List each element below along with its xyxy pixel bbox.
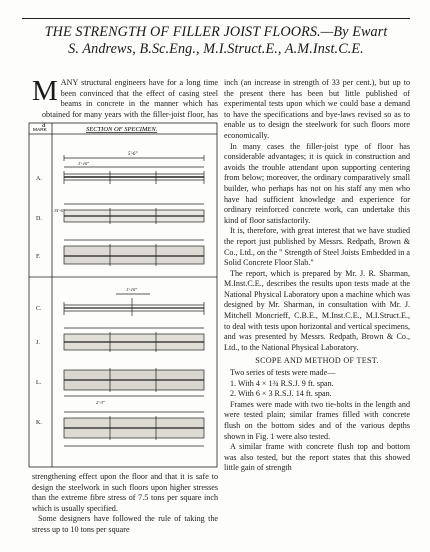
- section-k: [64, 412, 204, 446]
- list-item-2: 2. With 6 × 3 R.S.J. 14 ft. span.: [230, 389, 332, 399]
- figure-header-mark: MARK: [33, 128, 47, 133]
- row-label-j: J.: [36, 340, 40, 346]
- continuation-paragraph-2: Some designers have followed the rule of taking the stress up to 10 tons per square: [32, 514, 218, 534]
- figure-header-section: SECTION OF SPECIMEN.: [86, 126, 158, 133]
- section-c: [64, 294, 204, 316]
- section-a: [64, 155, 204, 184]
- right-paragraph-2: In many cases the filler-joist type of floor has considerable advantages; it is quick in construction and avoids the trouble attendant upon supporting centering from below; moreover, the ordinary comparatively small builder, who perhaps has not on his staff any men who have had sufficient knowledge and experience for ordinary reinforced concrete work, can undertake this kind of floor satisfactorily.: [224, 141, 410, 225]
- section-l: [64, 368, 204, 396]
- dim-span-d: 15'-6": [54, 208, 65, 213]
- row-label-k: K.: [36, 420, 42, 426]
- row-label-c: C.: [36, 306, 42, 312]
- right-paragraph-3: It is, therefore, with great interest that we have studied the report just published by Messrs. Redpath, Brown & Co., Ltd., on the " Strength of Steel Joists Embedded in a Solid Concrete Floor Slab.": [224, 226, 410, 268]
- title-line-1: THE STRENGTH OF FILLER JOIST FLOORS.—By Ewart: [44, 24, 388, 40]
- row-label-a: A.: [36, 176, 42, 182]
- right-paragraph-4: The report, which is prepared by Mr. J. R. Sharman, M.Inst.C.E., describes the results upon tests made at the National Physical Laboratory upon a machine which was designed by Mr. Sharman, in consultation with Mr. J. Mitchell Moncrieff, C.B.E., M.Inst.C.E., M.I.Struct.E., to deal with tests upon horizontal and vertical specimens, and was presented by Messrs. Redpath, Brown & Co., Ltd., to the National Physical Laboratory.: [224, 268, 410, 352]
- right-paragraph-7: A similar frame with concrete flush top and bottom was also tested, but the report states that this showed little gain of strength: [224, 442, 410, 473]
- dim-span-c: 1'-10": [126, 287, 138, 292]
- top-rule: [22, 18, 410, 19]
- right-paragraph-1: inch (an increase in strength of 33 per cent.), but up to the present there has been but little published of experimental tests upon which we could base a demand to have the specifications and bye-laws revised so as to enable us to design the steelwork for such floors more economically.: [224, 78, 410, 140]
- row-label-f: F.: [36, 254, 41, 260]
- row-label-d: D.: [36, 216, 42, 222]
- section-d: [64, 204, 204, 224]
- right-column: [224, 78, 410, 474]
- drop-cap: M: [32, 75, 58, 107]
- right-paragraph-5: Two series of tests were made—: [230, 368, 336, 378]
- left-column-continuation: [32, 472, 218, 536]
- list-item-1: 1. With 4 × 1¾ R.S.J. 9 ft. span.: [230, 378, 334, 388]
- dim-span-a: 1'-10": [78, 161, 90, 166]
- intro-paragraph: ANY structural engineers have for a long time been convinced that the effect of casing steel beams in concrete in the manner which has obtained for many years with the filler-joist floor, has a: [42, 78, 218, 130]
- continuation-paragraph-1: strengthening effect upon the floor and that it is safe to design the steelwork in such floors upon higher stresses than the extreme fibre stress of 7.5 tons per square inch which is usually specified.: [32, 472, 218, 513]
- dim-span-l: 2'-3": [96, 400, 105, 405]
- title-line-2: S. Andrews, B.Sc.Eng., M.I.Struct.E., A.M.Inst.C.E.: [68, 41, 364, 57]
- section-heading: SCOPE AND METHOD OF TEST.: [255, 356, 379, 366]
- article-title: [22, 24, 410, 58]
- specimen-section-figure: [28, 122, 218, 468]
- section-j: [64, 328, 204, 352]
- section-f: [64, 240, 204, 266]
- dim-overall-a: 5'-6": [128, 152, 138, 157]
- right-paragraph-6: Frames were made with two tie-bolts in the length and were tested plain; similar frames filled with concrete flush on the bottom sides and of the various depths shown in Fig. 1 were also tested.: [224, 399, 410, 441]
- row-label-l: L.: [36, 380, 42, 386]
